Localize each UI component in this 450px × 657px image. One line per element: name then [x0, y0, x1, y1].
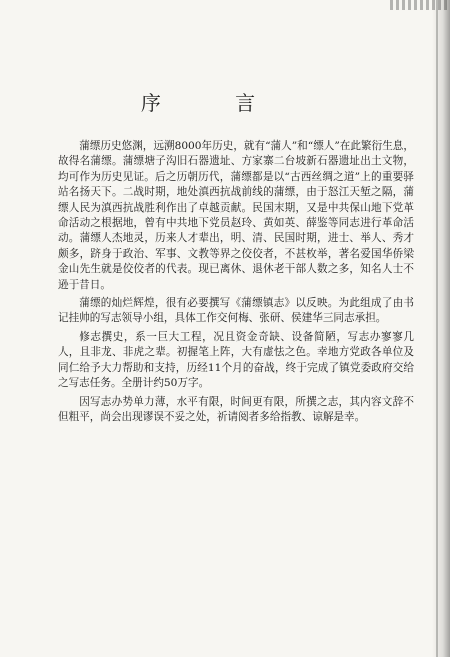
preface-body: [58, 139, 414, 425]
scan-page-edge-shadow: [432, 0, 450, 657]
preface-paragraph-3: 修志撰史，系一巨大工程，况且资金奇缺、设备简陋，写志办寥寥几人，且非龙、非虎之辈。初握笔上阵，大有虚怯之色。幸地方党政各单位及同仁给予大力帮助和支持，历经11个月的奋战，终于完成了镇党委政府交给之写志任务。全册计约50万字。: [58, 330, 414, 390]
scan-binding-line: [436, 0, 438, 657]
preface-paragraph-2: 蒲缥的灿烂辉煌，很有必要撰写《蒲缥镇志》以反映。为此组成了由书记挂帅的写志领导小组，具体工作交何梅、张研、侯建华三同志承担。: [58, 297, 414, 325]
preface-paragraph-4: 因写志办势单力薄，水平有限，时间更有限，所撰之志，其内容文辞不但粗平，尚会出现谬误不妥之处，祈请阅者多给指教、谅解是幸。: [58, 395, 414, 423]
preface-paragraph-1: 蒲缥历史悠渊，远溯8000年历史，就有“蒲人”和“缥人”在此繁衍生息，故得名蒲缥。蒲缥塘子沟旧石器遗址、方家寨二台坡新石器遗址出土文物，均可作为历史见证。后之历朝历代，蒲缥都是以“古西丝绸之道”上的重要驿站名扬天下。二战时期，地处滇西抗战前线的蒲缥，由于怒江天堑之隔，蒲缥人民为滇西抗战胜利作出了卓越贡献。民国末期，又是中共保山地下党革命活动之根据地，曾有中共地下党员赵玲、黄如英、薛鉴等同志进行革命活动。蒲缥人杰地灵，历来人才辈出，明、清、民国时期，进士、举人、秀才颇多，跻身于政治、军事、文教等界之佼佼者，不甚枚举，著名爱国华侨梁金山先生就是佼佼者的代表。现已离休、退休老干部人数之多，知名人士不逊于昔日。: [58, 140, 414, 291]
page-title: 序 言: [140, 91, 290, 115]
